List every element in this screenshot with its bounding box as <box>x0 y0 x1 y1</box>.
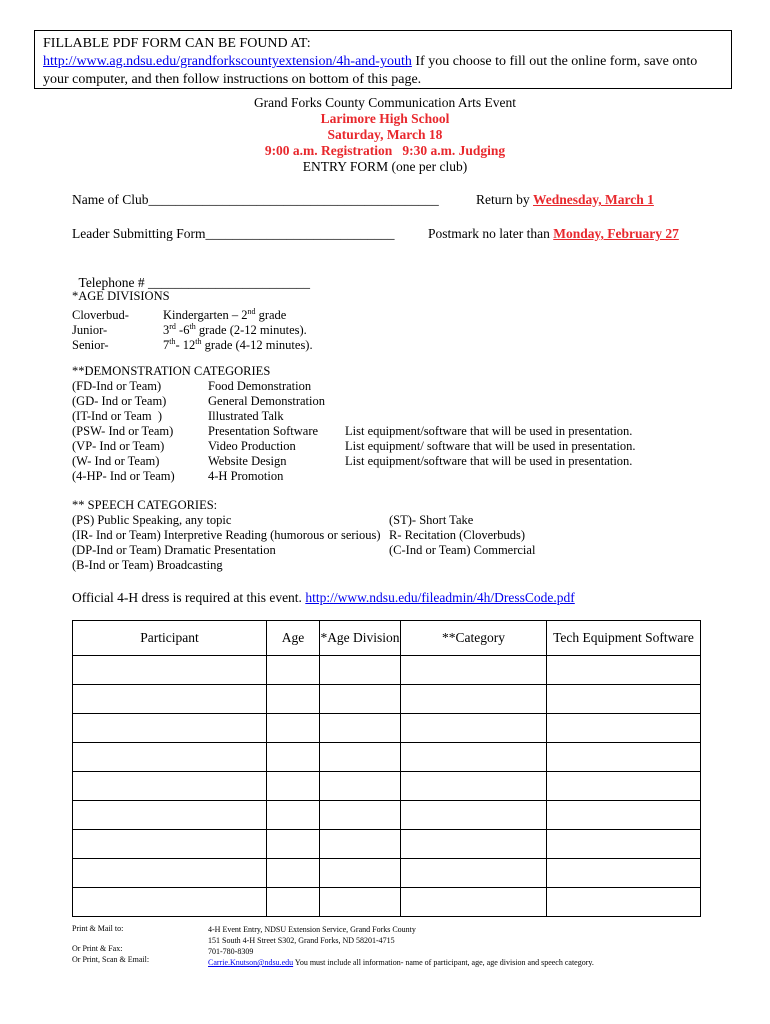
ordinal-suffix: nd <box>247 307 256 316</box>
age-division-cell[interactable] <box>320 830 401 859</box>
fillable-form-link[interactable]: http://www.ag.ndsu.edu/grandforkscountyextension/4h-and-youth <box>43 54 412 69</box>
speech-list-right <box>389 513 535 558</box>
demonstration-row <box>72 394 712 409</box>
age-division-time: grade (4-12 minutes). <box>201 338 313 353</box>
participant-cell[interactable] <box>73 859 267 888</box>
table-row <box>73 830 701 859</box>
speech-item: (ST)- Short Take <box>389 513 474 527</box>
age-division-header: *Age Division <box>320 621 401 656</box>
tech-equipment-cell[interactable] <box>547 656 701 685</box>
speech-item: (C-Ind or Team) Commercial <box>389 543 536 557</box>
age-divisions-heading: *AGE DIVISIONS <box>72 289 170 303</box>
dress-code-link[interactable]: http://www.ndsu.edu/fileadmin/4h/DressCode.pdf <box>305 590 575 605</box>
demo-name: Illustrated Talk <box>208 409 284 423</box>
demo-note: List equipment/software that will be used in presentation. <box>345 454 633 468</box>
demonstration-row <box>72 424 712 439</box>
ordinal-suffix: rd <box>169 322 176 331</box>
demo-note: List equipment/software that will be used in presentation. <box>345 424 633 438</box>
footer-email-note: You must include all information- name of participant, age, age division and speech category. <box>293 958 594 967</box>
demo-code: (FD-Ind or Team) <box>72 379 162 393</box>
age-division-cell[interactable] <box>320 743 401 772</box>
print-fax-label: Or Print & Fax: <box>72 944 123 953</box>
demo-name: Presentation Software <box>208 424 319 438</box>
ordinal-suffix: th <box>195 337 202 346</box>
telephone-line: ________________________ <box>144 275 311 290</box>
table-row <box>73 685 701 714</box>
demo-code: (VP- Ind or Team) <box>72 439 165 453</box>
demo-code: (GD- Ind or Team) <box>72 394 167 408</box>
participant-cell[interactable] <box>73 801 267 830</box>
age-cell[interactable] <box>267 656 320 685</box>
age-divisions-list <box>72 304 332 353</box>
ordinal-suffix: th <box>169 337 176 346</box>
footer-address-line1: 4-H Event Entry, NDSU Extension Service, Grand Forks County <box>208 925 416 934</box>
footer-fax: 701-780-8309 <box>208 947 254 956</box>
speech-item: (B-Ind or Team) Broadcasting <box>72 558 223 572</box>
age-cell[interactable] <box>267 888 320 917</box>
participant-cell[interactable] <box>73 685 267 714</box>
table-row <box>73 656 701 685</box>
footer-email-line <box>208 957 594 968</box>
participant-header: Participant <box>73 621 267 656</box>
event-title: Grand Forks County Communication Arts Event <box>253 95 517 110</box>
table-row <box>73 859 701 888</box>
category-cell[interactable] <box>401 656 547 685</box>
demo-code: (PSW- Ind or Team) <box>72 424 174 438</box>
age-division-grade-end: -6 <box>175 323 190 338</box>
footer-contact <box>208 924 594 968</box>
age-division-cell[interactable] <box>320 772 401 801</box>
participant-cell[interactable] <box>73 772 267 801</box>
club-name-line: ___________________________________________ <box>148 192 439 207</box>
fillable-form-notice <box>34 30 732 89</box>
demo-code: (4-HP- Ind or Team) <box>72 469 175 483</box>
age-division-cell[interactable] <box>320 714 401 743</box>
footer-email-link[interactable]: Carrie.Knutson@ndsu.edu <box>208 958 294 967</box>
demonstration-row <box>72 409 712 424</box>
table-row <box>73 888 701 917</box>
age-division-time: grade (2-12 minutes). <box>195 323 307 338</box>
postmark-date: Monday, February 27 <box>553 226 679 241</box>
table-row <box>73 801 701 830</box>
tech-equipment-cell[interactable] <box>547 714 701 743</box>
age-division-row <box>72 334 332 353</box>
tech-equipment-cell[interactable] <box>547 801 701 830</box>
participant-cell[interactable] <box>73 656 267 685</box>
demonstration-row <box>72 379 712 394</box>
speech-heading: ** SPEECH CATEGORIES: <box>72 498 218 512</box>
age-cell[interactable] <box>267 685 320 714</box>
club-name-field[interactable] <box>72 192 439 208</box>
category-cell[interactable] <box>401 714 547 743</box>
age-header: Age <box>267 621 320 656</box>
age-cell[interactable] <box>267 801 320 830</box>
return-by <box>476 192 654 208</box>
print-email-label: Or Print, Scan & Email: <box>72 955 150 964</box>
age-cell[interactable] <box>267 830 320 859</box>
leader-line: ____________________________ <box>205 226 395 241</box>
event-location: Larimore High School <box>320 111 450 126</box>
dress-code-text: Official 4-H dress is required at this event. <box>72 590 302 605</box>
age-division-row <box>72 304 332 323</box>
leader-label: Leader Submitting Form <box>72 226 206 241</box>
age-division-grade: Kindergarten – 2 <box>163 308 248 323</box>
demonstration-row <box>72 439 712 454</box>
age-division-cell[interactable] <box>320 859 401 888</box>
club-name-label: Name of Club <box>72 192 149 207</box>
table-header-row <box>73 621 701 656</box>
age-division-grade-end: - 12 <box>175 338 196 353</box>
return-by-label: Return by <box>476 192 530 207</box>
speech-item: (DP-Ind or Team) Dramatic Presentation <box>72 543 276 557</box>
tech-equipment-cell[interactable] <box>547 743 701 772</box>
category-cell[interactable] <box>401 743 547 772</box>
tech-equipment-header: Tech Equipment Software <box>547 621 701 656</box>
telephone-field[interactable] <box>72 259 310 291</box>
demonstration-row <box>72 469 712 484</box>
participant-cell[interactable] <box>73 830 267 859</box>
demo-name: Food Demonstration <box>208 379 312 393</box>
category-cell[interactable] <box>401 772 547 801</box>
age-division-cell[interactable] <box>320 801 401 830</box>
demo-note: List equipment/ software that will be used in presentation. <box>345 439 636 453</box>
age-cell[interactable] <box>267 772 320 801</box>
demo-name: Website Design <box>208 454 287 468</box>
category-cell[interactable] <box>401 888 547 917</box>
footer-address-line2: 151 South 4-H Street S302, Grand Forks, ND 58201-4715 <box>208 936 395 945</box>
speech-item: R- Recitation (Cloverbuds) <box>389 528 526 542</box>
leader-field[interactable] <box>72 226 394 242</box>
demo-name: Video Production <box>208 439 296 453</box>
demo-name: General Demonstration <box>208 394 325 408</box>
demonstration-row <box>72 454 712 469</box>
table-row <box>73 772 701 801</box>
age-division-grade-end: grade <box>255 308 287 323</box>
participant-cell[interactable] <box>73 743 267 772</box>
notice-heading: FILLABLE PDF FORM CAN BE FOUND AT: <box>43 36 311 51</box>
tech-equipment-cell[interactable] <box>547 830 701 859</box>
age-division-cell[interactable] <box>320 888 401 917</box>
speech-list-left <box>72 513 381 573</box>
age-cell[interactable] <box>267 714 320 743</box>
table-row <box>73 714 701 743</box>
tech-equipment-cell[interactable] <box>547 859 701 888</box>
entry-form-title: ENTRY FORM (one per club) <box>302 159 468 174</box>
entry-table <box>72 620 701 917</box>
table-row <box>73 743 701 772</box>
age-division-name: Senior- <box>72 338 109 353</box>
notice-text: If you choose to fill out the online form, save onto your computer, and then follow instructions on bottom of this page. <box>43 54 698 87</box>
participant-cell[interactable] <box>73 714 267 743</box>
age-division-cell[interactable] <box>320 656 401 685</box>
speech-item: (IR- Ind or Team) Interpretive Reading (humorous or serious) <box>72 528 381 542</box>
age-division-grade: 3 <box>163 323 170 338</box>
postmark-label: Postmark no later than <box>428 226 550 241</box>
category-cell[interactable] <box>401 859 547 888</box>
postmark-deadline <box>428 226 679 242</box>
age-division-name: Cloverbud- <box>72 308 129 323</box>
speech-item: (PS) Public Speaking, any topic <box>72 513 232 527</box>
print-mail-label: Print & Mail to: <box>72 924 124 933</box>
participant-cell[interactable] <box>73 888 267 917</box>
telephone-label: Telephone # <box>78 275 145 290</box>
age-division-name: Junior- <box>72 323 108 338</box>
demo-code: (W- Ind or Team) <box>72 454 160 468</box>
tech-equipment-cell[interactable] <box>547 888 701 917</box>
event-date: Saturday, March 18 <box>327 127 443 142</box>
ordinal-suffix: th <box>189 322 196 331</box>
category-header: **Category <box>401 621 547 656</box>
age-division-cell[interactable] <box>320 685 401 714</box>
category-cell[interactable] <box>401 830 547 859</box>
demonstration-heading: **DEMONSTRATION CATEGORIES <box>72 364 271 378</box>
event-times: 9:00 a.m. Registration 9:30 a.m. Judging <box>264 143 506 158</box>
category-cell[interactable] <box>401 801 547 830</box>
category-cell[interactable] <box>401 685 547 714</box>
age-division-grade: 7 <box>163 338 170 353</box>
dress-code-line <box>72 590 575 606</box>
demo-name: 4-H Promotion <box>208 469 284 483</box>
demo-code: (IT-Ind or Team ) <box>72 409 163 423</box>
age-division-row <box>72 319 332 338</box>
age-cell[interactable] <box>267 743 320 772</box>
tech-equipment-cell[interactable] <box>547 772 701 801</box>
age-cell[interactable] <box>267 859 320 888</box>
return-by-date: Wednesday, March 1 <box>533 192 654 207</box>
demonstration-list <box>72 379 712 484</box>
tech-equipment-cell[interactable] <box>547 685 701 714</box>
